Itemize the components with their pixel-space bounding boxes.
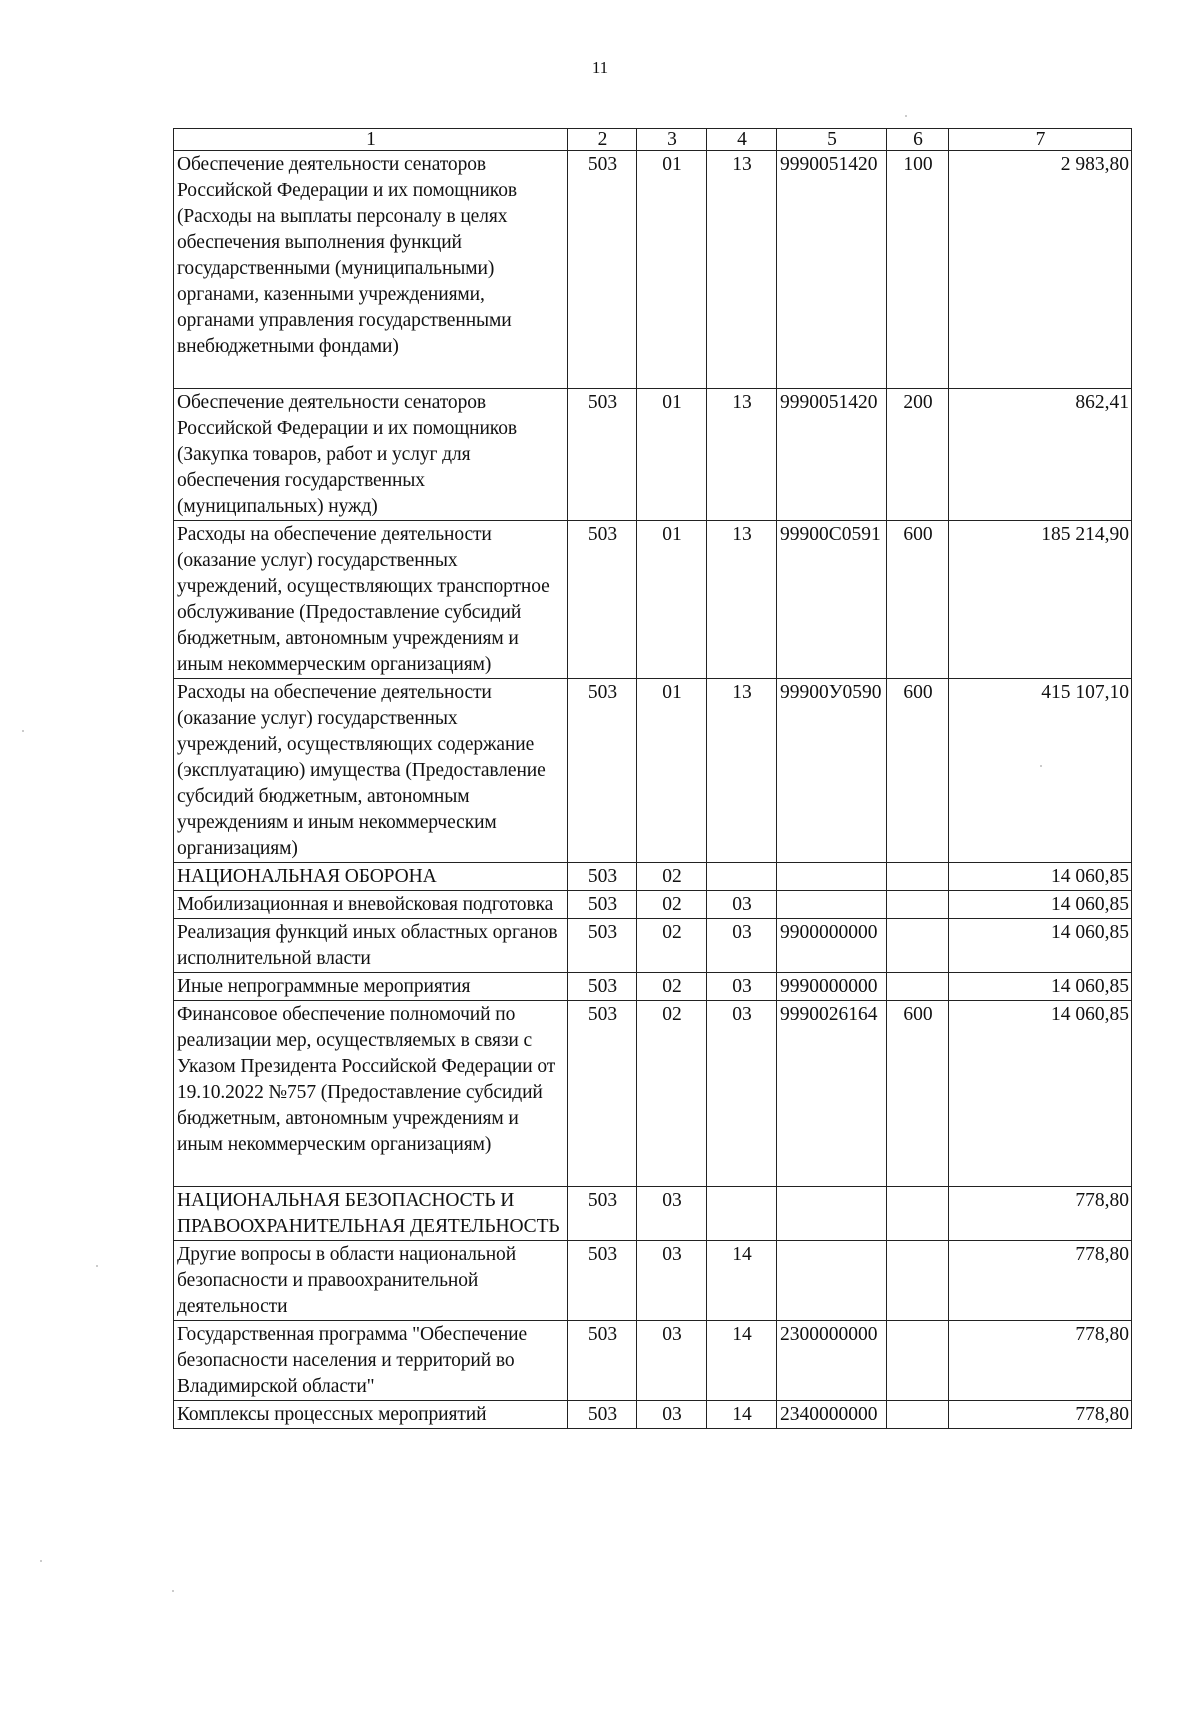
header-row xyxy=(174,129,1132,151)
row-amount: 14 060,85 xyxy=(949,863,1132,891)
row-name: Расходы на обеспечение деятельности (оказание услуг) государственных учреждений, осуществляющих транспортное обслуживание (Предоставление субсидий бюджетным, автономным учреждениям и иным некоммерческим организациям) xyxy=(174,521,568,679)
row-code: 503 xyxy=(568,679,637,863)
row-amount: 778,80 xyxy=(949,1321,1132,1401)
row-name: Реализация функций иных областных органов исполнительной власти xyxy=(174,919,568,973)
table-row xyxy=(174,151,1132,389)
table-row xyxy=(174,973,1132,1001)
row-amount: 778,80 xyxy=(949,1241,1132,1321)
row-target-code: 9990000000 xyxy=(777,973,887,1001)
row-target-code: 9990051420 xyxy=(777,389,887,521)
table-row xyxy=(174,1401,1132,1429)
row-amount: 778,80 xyxy=(949,1401,1132,1429)
row-amount: 2 983,80 xyxy=(949,151,1132,389)
row-name: Комплексы процессных мероприятий xyxy=(174,1401,568,1429)
row-expense-type xyxy=(887,891,949,919)
budget-table xyxy=(173,128,1132,1429)
row-subsection: 03 xyxy=(707,973,777,1001)
row-target-code: 9900000000 xyxy=(777,919,887,973)
row-expense-type: 200 xyxy=(887,389,949,521)
row-target-code: 99900С0591 xyxy=(777,521,887,679)
row-expense-type xyxy=(887,1187,949,1241)
row-name: Финансовое обеспечение полномочий по реализации мер, осуществляемых в связи с Указом Президента Российской Федерации от 19.10.2022 №757 (Предоставление субсидий бюджетным, автономным учреждениям и иным некоммерческим организациям) xyxy=(174,1001,568,1187)
row-amount: 185 214,90 xyxy=(949,521,1132,679)
row-code: 503 xyxy=(568,1401,637,1429)
table-row xyxy=(174,891,1132,919)
row-expense-type xyxy=(887,919,949,973)
row-amount: 14 060,85 xyxy=(949,891,1132,919)
row-subsection: 03 xyxy=(707,891,777,919)
row-amount: 415 107,10 xyxy=(949,679,1132,863)
table-row xyxy=(174,521,1132,679)
row-section: 03 xyxy=(637,1241,707,1321)
row-subsection xyxy=(707,863,777,891)
table-row xyxy=(174,1001,1132,1187)
row-subsection: 13 xyxy=(707,389,777,521)
row-subsection: 14 xyxy=(707,1241,777,1321)
row-code: 503 xyxy=(568,973,637,1001)
row-section: 02 xyxy=(637,1001,707,1187)
row-target-code xyxy=(777,1241,887,1321)
scan-speck xyxy=(96,1265,98,1267)
row-target-code xyxy=(777,891,887,919)
row-subsection: 13 xyxy=(707,151,777,389)
column-header-2: 2 xyxy=(568,129,637,151)
scan-speck xyxy=(905,115,907,117)
row-subsection: 14 xyxy=(707,1401,777,1429)
row-name: Другие вопросы в области национальной безопасности и правоохранительной деятельности xyxy=(174,1241,568,1321)
row-subsection xyxy=(707,1187,777,1241)
row-section: 03 xyxy=(637,1401,707,1429)
row-expense-type xyxy=(887,973,949,1001)
row-target-code: 2340000000 xyxy=(777,1401,887,1429)
row-amount: 14 060,85 xyxy=(949,973,1132,1001)
column-header-1: 1 xyxy=(174,129,568,151)
table-row xyxy=(174,863,1132,891)
row-code: 503 xyxy=(568,1187,637,1241)
row-name: НАЦИОНАЛЬНАЯ БЕЗОПАСНОСТЬ И ПРАВООХРАНИТЕЛЬНАЯ ДЕЯТЕЛЬНОСТЬ xyxy=(174,1187,568,1241)
scan-speck xyxy=(40,1560,42,1562)
row-code: 503 xyxy=(568,389,637,521)
row-subsection: 03 xyxy=(707,1001,777,1187)
table-row xyxy=(174,1187,1132,1241)
scan-speck xyxy=(172,1590,174,1592)
row-code: 503 xyxy=(568,521,637,679)
row-name: Государственная программа "Обеспечение безопасности населения и территорий во Владимирской области" xyxy=(174,1321,568,1401)
row-code: 503 xyxy=(568,151,637,389)
row-name: Расходы на обеспечение деятельности (оказание услуг) государственных учреждений, осуществляющих содержание (эксплуатацию) имущества (Предоставление субсидий бюджетным, автономным учреждениям и иным некоммерческим организациям) xyxy=(174,679,568,863)
row-section: 01 xyxy=(637,521,707,679)
row-section: 02 xyxy=(637,891,707,919)
table-row xyxy=(174,1321,1132,1401)
row-expense-type xyxy=(887,1241,949,1321)
row-target-code xyxy=(777,863,887,891)
row-section: 03 xyxy=(637,1321,707,1401)
column-header-4: 4 xyxy=(707,129,777,151)
page-number: 11 xyxy=(591,58,609,77)
row-expense-type: 100 xyxy=(887,151,949,389)
column-header-7: 7 xyxy=(949,129,1132,151)
row-amount: 14 060,85 xyxy=(949,919,1132,973)
column-header-5: 5 xyxy=(777,129,887,151)
scan-speck xyxy=(22,730,24,732)
row-expense-type xyxy=(887,1401,949,1429)
row-subsection: 13 xyxy=(707,679,777,863)
row-name: Обеспечение деятельности сенаторов Российской Федерации и их помощников (Закупка товаров, работ и услуг для обеспечения государственных (муниципальных) нужд) xyxy=(174,389,568,521)
row-expense-type: 600 xyxy=(887,521,949,679)
row-target-code xyxy=(777,1187,887,1241)
row-code: 503 xyxy=(568,1001,637,1187)
column-header-6: 6 xyxy=(887,129,949,151)
scan-speck xyxy=(1040,765,1042,767)
table-row xyxy=(174,1241,1132,1321)
row-code: 503 xyxy=(568,1241,637,1321)
row-subsection: 14 xyxy=(707,1321,777,1401)
row-expense-type: 600 xyxy=(887,1001,949,1187)
row-code: 503 xyxy=(568,919,637,973)
row-code: 503 xyxy=(568,1321,637,1401)
row-target-code: 99900У0590 xyxy=(777,679,887,863)
row-target-code: 9990026164 xyxy=(777,1001,887,1187)
row-section: 02 xyxy=(637,863,707,891)
row-amount: 14 060,85 xyxy=(949,1001,1132,1187)
table-row xyxy=(174,679,1132,863)
row-name: Иные непрограммные мероприятия xyxy=(174,973,568,1001)
row-section: 02 xyxy=(637,973,707,1001)
row-subsection: 03 xyxy=(707,919,777,973)
row-amount: 778,80 xyxy=(949,1187,1132,1241)
row-code: 503 xyxy=(568,863,637,891)
row-target-code: 9990051420 xyxy=(777,151,887,389)
row-subsection: 13 xyxy=(707,521,777,679)
row-amount: 862,41 xyxy=(949,389,1132,521)
table-row xyxy=(174,389,1132,521)
row-section: 01 xyxy=(637,679,707,863)
row-name: Обеспечение деятельности сенаторов Российской Федерации и их помощников (Расходы на выплаты персоналу в целях обеспечения выполнения функций государственными (муниципальными) органами, казенными учреждениями, органами управления государственными внебюджетными фондами) xyxy=(174,151,568,389)
row-section: 01 xyxy=(637,151,707,389)
row-code: 503 xyxy=(568,891,637,919)
row-expense-type xyxy=(887,1321,949,1401)
row-section: 01 xyxy=(637,389,707,521)
row-name: Мобилизационная и вневойсковая подготовка xyxy=(174,891,568,919)
table-row xyxy=(174,919,1132,973)
column-header-3: 3 xyxy=(637,129,707,151)
row-section: 03 xyxy=(637,1187,707,1241)
row-expense-type xyxy=(887,863,949,891)
row-section: 02 xyxy=(637,919,707,973)
row-name: НАЦИОНАЛЬНАЯ ОБОРОНА xyxy=(174,863,568,891)
row-target-code: 2300000000 xyxy=(777,1321,887,1401)
row-expense-type: 600 xyxy=(887,679,949,863)
